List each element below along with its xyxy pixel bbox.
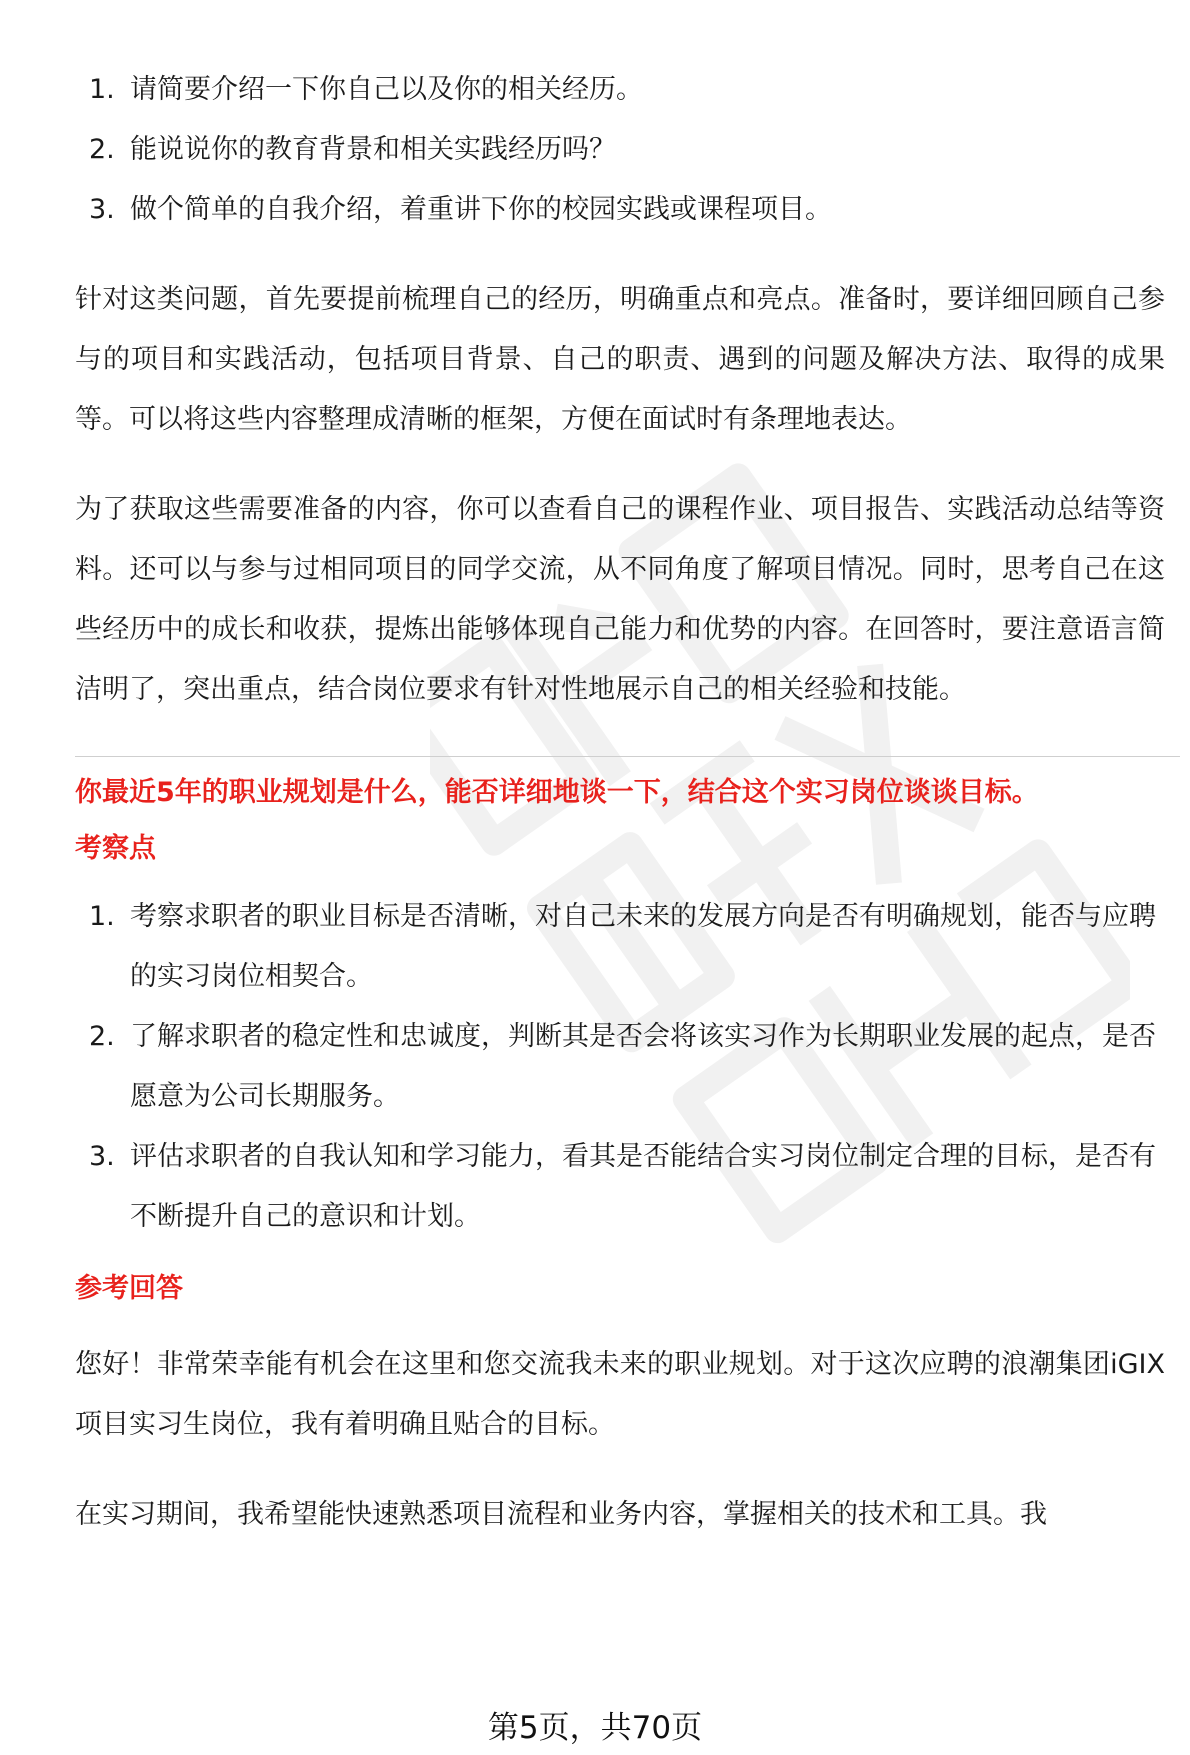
intro-question-list xyxy=(75,60,1165,240)
list-text: 做个简单的自我介绍，着重讲下你的校园实践或课程项目。 xyxy=(130,194,832,225)
list-text: 评估求职者的自我认知和学习能力，看其是否能结合实习岗位制定合理的目标，是否有不断提升自己的意识和计划。 xyxy=(130,1141,1156,1232)
list-number: 2. xyxy=(89,1021,115,1052)
list-number: 3. xyxy=(89,1141,115,1172)
list-item xyxy=(75,887,1165,1007)
list-number: 1. xyxy=(89,901,115,932)
list-text: 能说说你的教育背景和相关实践经历吗？ xyxy=(130,134,616,165)
list-text: 考察求职者的职业目标是否清晰，对自己未来的发展方向是否有明确规划，能否与应聘的实习岗位相契合。 xyxy=(130,901,1156,992)
focus-point-list xyxy=(75,887,1165,1247)
list-number: 3. xyxy=(89,194,115,225)
answer-paragraph-goals: 在实习期间，我希望能快速熟悉项目流程和业务内容，掌握相关的技术和工具。我 xyxy=(75,1499,1047,1530)
list-item xyxy=(75,1127,1165,1247)
main-content xyxy=(75,60,1165,1545)
paragraph-materials: 为了获取这些需要准备的内容，你可以查看自己的课程作业、项目报告、实践活动总结等资料。还可以与参与过相同项目的同学交流，从不同角度了解项目情况。同时，思考自己在这些经历中的成长和收获，提炼出能够体现自己能力和优势的内容。在回答时，要注意语言简洁明了，突出重点，结合岗位要求有针对性地展示自己的相关经验和技能。 xyxy=(75,494,1165,705)
paragraph-preparation: 针对这类问题，首先要提前梳理自己的经历，明确重点和亮点。准备时，要详细回顾自己参与的项目和实践活动，包括项目背景、自己的职责、遇到的问题及解决方法、取得的成果等。可以将这些内容整理成清晰的框架，方便在面试时有条理地表达。 xyxy=(75,284,1165,435)
list-item xyxy=(75,1007,1165,1127)
list-number: 1. xyxy=(89,74,115,105)
list-item xyxy=(75,60,1165,120)
question-title: 你最近5年的职业规划是什么，能否详细地谈一下，结合这个实习岗位谈谈目标。 xyxy=(75,777,1039,808)
answer-paragraph-intro: 您好！非常荣幸能有机会在这里和您交流我未来的职业规划。对于这次应聘的浪潮集团iGIX项目实习生岗位，我有着明确且贴合的目标。 xyxy=(75,1349,1165,1440)
list-text: 了解求职者的稳定性和忠诚度，判断其是否会将该实习作为长期职业发展的起点，是否愿意为公司长期服务。 xyxy=(130,1021,1156,1112)
list-item xyxy=(75,120,1165,180)
list-text: 请简要介绍一下你自己以及你的相关经历。 xyxy=(130,74,643,105)
list-item xyxy=(75,180,1165,240)
answer-heading: 参考回答 xyxy=(75,1273,183,1304)
list-number: 2. xyxy=(89,134,115,165)
focus-heading: 考察点 xyxy=(75,833,156,864)
page-number-footer: 第5页，共70页 xyxy=(487,1710,703,1746)
section-divider xyxy=(75,756,1180,757)
